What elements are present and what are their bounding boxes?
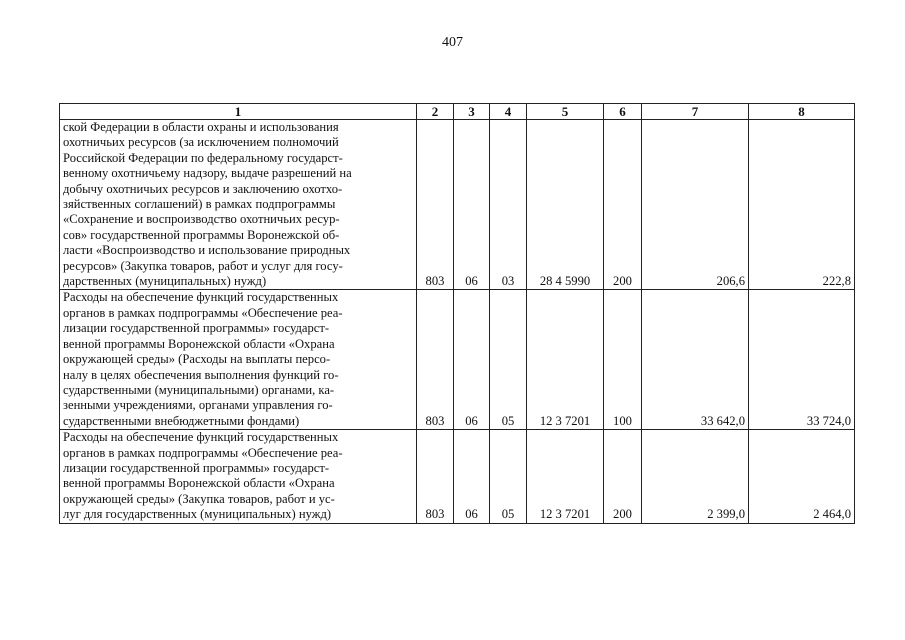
section-code: 06 <box>454 430 490 523</box>
description-line: ласти «Воспроизводство и использование природных <box>63 243 351 258</box>
description-line: ской Федерации в области охраны и использования <box>63 120 339 134</box>
description-line: сударственными (муниципальными) органами, ка- <box>63 382 335 397</box>
description-line: Расходы на обеспечение функций государственных <box>63 290 339 305</box>
description-line: дарственных (муниципальных) нужд) <box>63 274 267 289</box>
section-code: 06 <box>454 120 490 290</box>
column-header: 2 <box>417 104 454 120</box>
row-description <box>60 430 417 523</box>
amount-year-2: 222,8 <box>749 120 855 290</box>
description-line: охотничьих ресурсов (за исключением полномочий <box>63 135 339 150</box>
description-line: окружающей среды» (Расходы на выплаты персо- <box>63 352 331 367</box>
amount-year-2: 33 724,0 <box>749 290 855 430</box>
target-article-code: 28 4 5990 <box>527 120 604 290</box>
description-line: лизации государственной программы» государст- <box>63 460 330 475</box>
expense-type-code: 200 <box>604 120 642 290</box>
grbs-code: 803 <box>417 120 454 290</box>
description-line: зенными учреждениями, органами управления го- <box>63 398 333 413</box>
description-line: Российской Федерации по федеральному государст- <box>63 150 343 165</box>
description-line: ресурсов» (Закупка товаров, работ и услуг для госу- <box>63 258 343 273</box>
grbs-code: 803 <box>417 290 454 430</box>
column-header: 1 <box>60 104 417 120</box>
section-code: 06 <box>454 290 490 430</box>
table-row <box>60 430 855 523</box>
expense-type-code: 100 <box>604 290 642 430</box>
description-line: лизации государственной программы» государст- <box>63 321 330 336</box>
description-line: добычу охотничьих ресурсов и заключению охотхо- <box>63 181 343 196</box>
column-header: 5 <box>527 104 604 120</box>
target-article-code: 12 3 7201 <box>527 430 604 523</box>
row-description <box>60 290 417 430</box>
column-header: 7 <box>642 104 749 120</box>
description-line: сов» государственной программы Воронежской об- <box>63 227 340 242</box>
description-line: венному охотничьему надзору, выдаче разрешений на <box>63 166 352 181</box>
target-article-code: 12 3 7201 <box>527 290 604 430</box>
page-number: 407 <box>442 35 463 50</box>
amount-year-1: 2 399,0 <box>642 430 749 523</box>
description-line: зяйственных соглашений) в рамках подпрограммы <box>63 197 336 212</box>
description-line: венной программы Воронежской области «Охрана <box>63 336 335 351</box>
column-header: 4 <box>490 104 527 120</box>
description-line: «Сохранение и воспроизводство охотничьих ресур- <box>63 212 340 227</box>
column-header: 6 <box>604 104 642 120</box>
subsection-code: 05 <box>490 290 527 430</box>
description-line: луг для государственных (муниципальных) нужд) <box>63 507 332 522</box>
description-line: налу в целях обеспечения выполнения функций го- <box>63 367 339 382</box>
description-line: Расходы на обеспечение функций государственных <box>63 430 339 445</box>
table-row <box>60 290 855 430</box>
row-description <box>60 120 417 290</box>
header-row <box>60 104 855 120</box>
description-line: органов в рамках подпрограммы «Обеспечение реа- <box>63 305 343 320</box>
amount-year-1: 206,6 <box>642 120 749 290</box>
table-row <box>60 120 855 290</box>
column-header: 3 <box>454 104 490 120</box>
budget-table <box>59 103 855 524</box>
grbs-code: 803 <box>417 430 454 523</box>
subsection-code: 05 <box>490 430 527 523</box>
column-header: 8 <box>749 104 855 120</box>
expense-type-code: 200 <box>604 430 642 523</box>
amount-year-2: 2 464,0 <box>749 430 855 523</box>
amount-year-1: 33 642,0 <box>642 290 749 430</box>
description-line: сударственными внебюджетными фондами) <box>63 413 300 428</box>
description-line: органов в рамках подпрограммы «Обеспечение реа- <box>63 445 343 460</box>
description-line: венной программы Воронежской области «Охрана <box>63 476 335 491</box>
description-line: окружающей среды» (Закупка товаров, работ и ус- <box>63 491 335 506</box>
subsection-code: 03 <box>490 120 527 290</box>
